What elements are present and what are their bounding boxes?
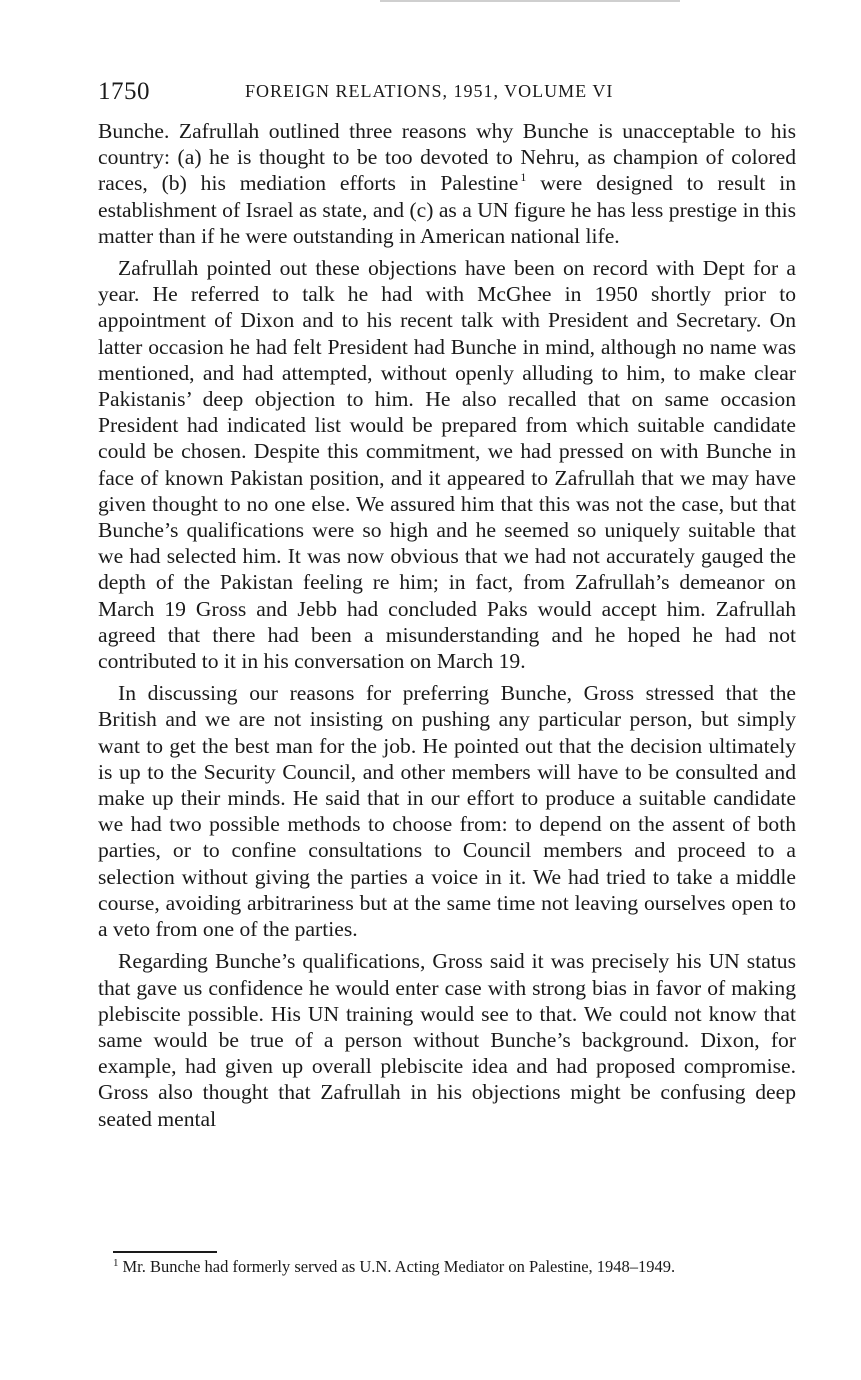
paragraph-1-text-b: were designed to result in establishment of Israel as state, and (c) as a UN figure he has less prestige in this matter than if he were outstanding in American national life. (98, 171, 796, 248)
body-text (98, 118, 796, 1138)
paragraph-1 (98, 118, 796, 249)
footnote-mark: 1 (113, 1257, 119, 1269)
paragraph-4: Regarding Bunche’s qualifications, Gross said it was precisely his UN status that gave us confidence he would enter case with strong bias in favor of making plebiscite possible. His UN training would see to that. We could not know that same would be true of a person without Bunche’s background. Dixon, for example, had given up overall plebiscite idea and had proposed compromise. Gross also thought that Zafrullah in his objections might be confusing deep seated mental (98, 949, 796, 1131)
paragraph-3: In discussing our reasons for preferring Bunche, Gross stressed that the British and we are not insisting on pushing any particular person, but simply want to get the best man for the job. He pointed out that the decision ultimately is up to the Security Council, and other members will have to be consulted and make up their minds. He said that in our effort to produce a suitable candidate we had two possible methods to choose from: to depend on the assent of both parties, or to confine consultations to Council members and proceed to a selection without giving the parties a voice in it. We had tried to take a middle course, avoiding arbitrariness but at the same time not leaving ourselves open to a veto from one of the parties. (98, 681, 796, 942)
page-header (98, 78, 798, 110)
scan-edge-line (380, 0, 680, 2)
footnote-rule (113, 1251, 217, 1253)
footnote (113, 1256, 798, 1277)
running-head: FOREIGN RELATIONS, 1951, VOLUME VI (245, 81, 614, 101)
paragraph-2: Zafrullah pointed out these objections have been on record with Dept for a year. He referred to talk he had with McGhee in 1950 shortly prior to appointment of Dixon and to his recent talk with President and Secretary. On latter occasion he had felt President had Bunche in mind, although no name was mentioned, and had attempted, without openly alluding to him, to make clear Pakistanis’ deep objection to him. He also recalled that on same occasion President had indicated list would be prepared from which suitable candidate could be chosen. Despite this commitment, we had pressed on with Bunche in face of known Pakistan position, and it appeared to Zafrullah that we may have given thought to no one else. We assured him that this was not the case, but that Bunche’s qualifications were so high and he seemed so uniquely suitable that we had selected him. It was now obvious that we had not accurately gauged the depth of the Pakistan feeling re him; in fact, from Zafrullah’s demeanor on March 19 Gross and Jebb had concluded Paks would accept him. Zafrullah agreed that there had been a misunderstanding and he hoped he had not contributed to it in his conversation on March 19. (98, 256, 796, 674)
footnote-reference: 1 (520, 170, 527, 185)
page-number: 1750 (98, 78, 150, 105)
paragraph-1-text-a: Bunche. Zafrullah outlined three reasons why Bunche is unacceptable to his country: (a) he is thought to be too devoted to Nehru, as champion of colored races, (b) his mediation efforts in Palestine (98, 119, 796, 196)
footnote-text: Mr. Bunche had formerly served as U.N. Acting Mediator on Palestine, 1948–1949. (122, 1257, 676, 1276)
